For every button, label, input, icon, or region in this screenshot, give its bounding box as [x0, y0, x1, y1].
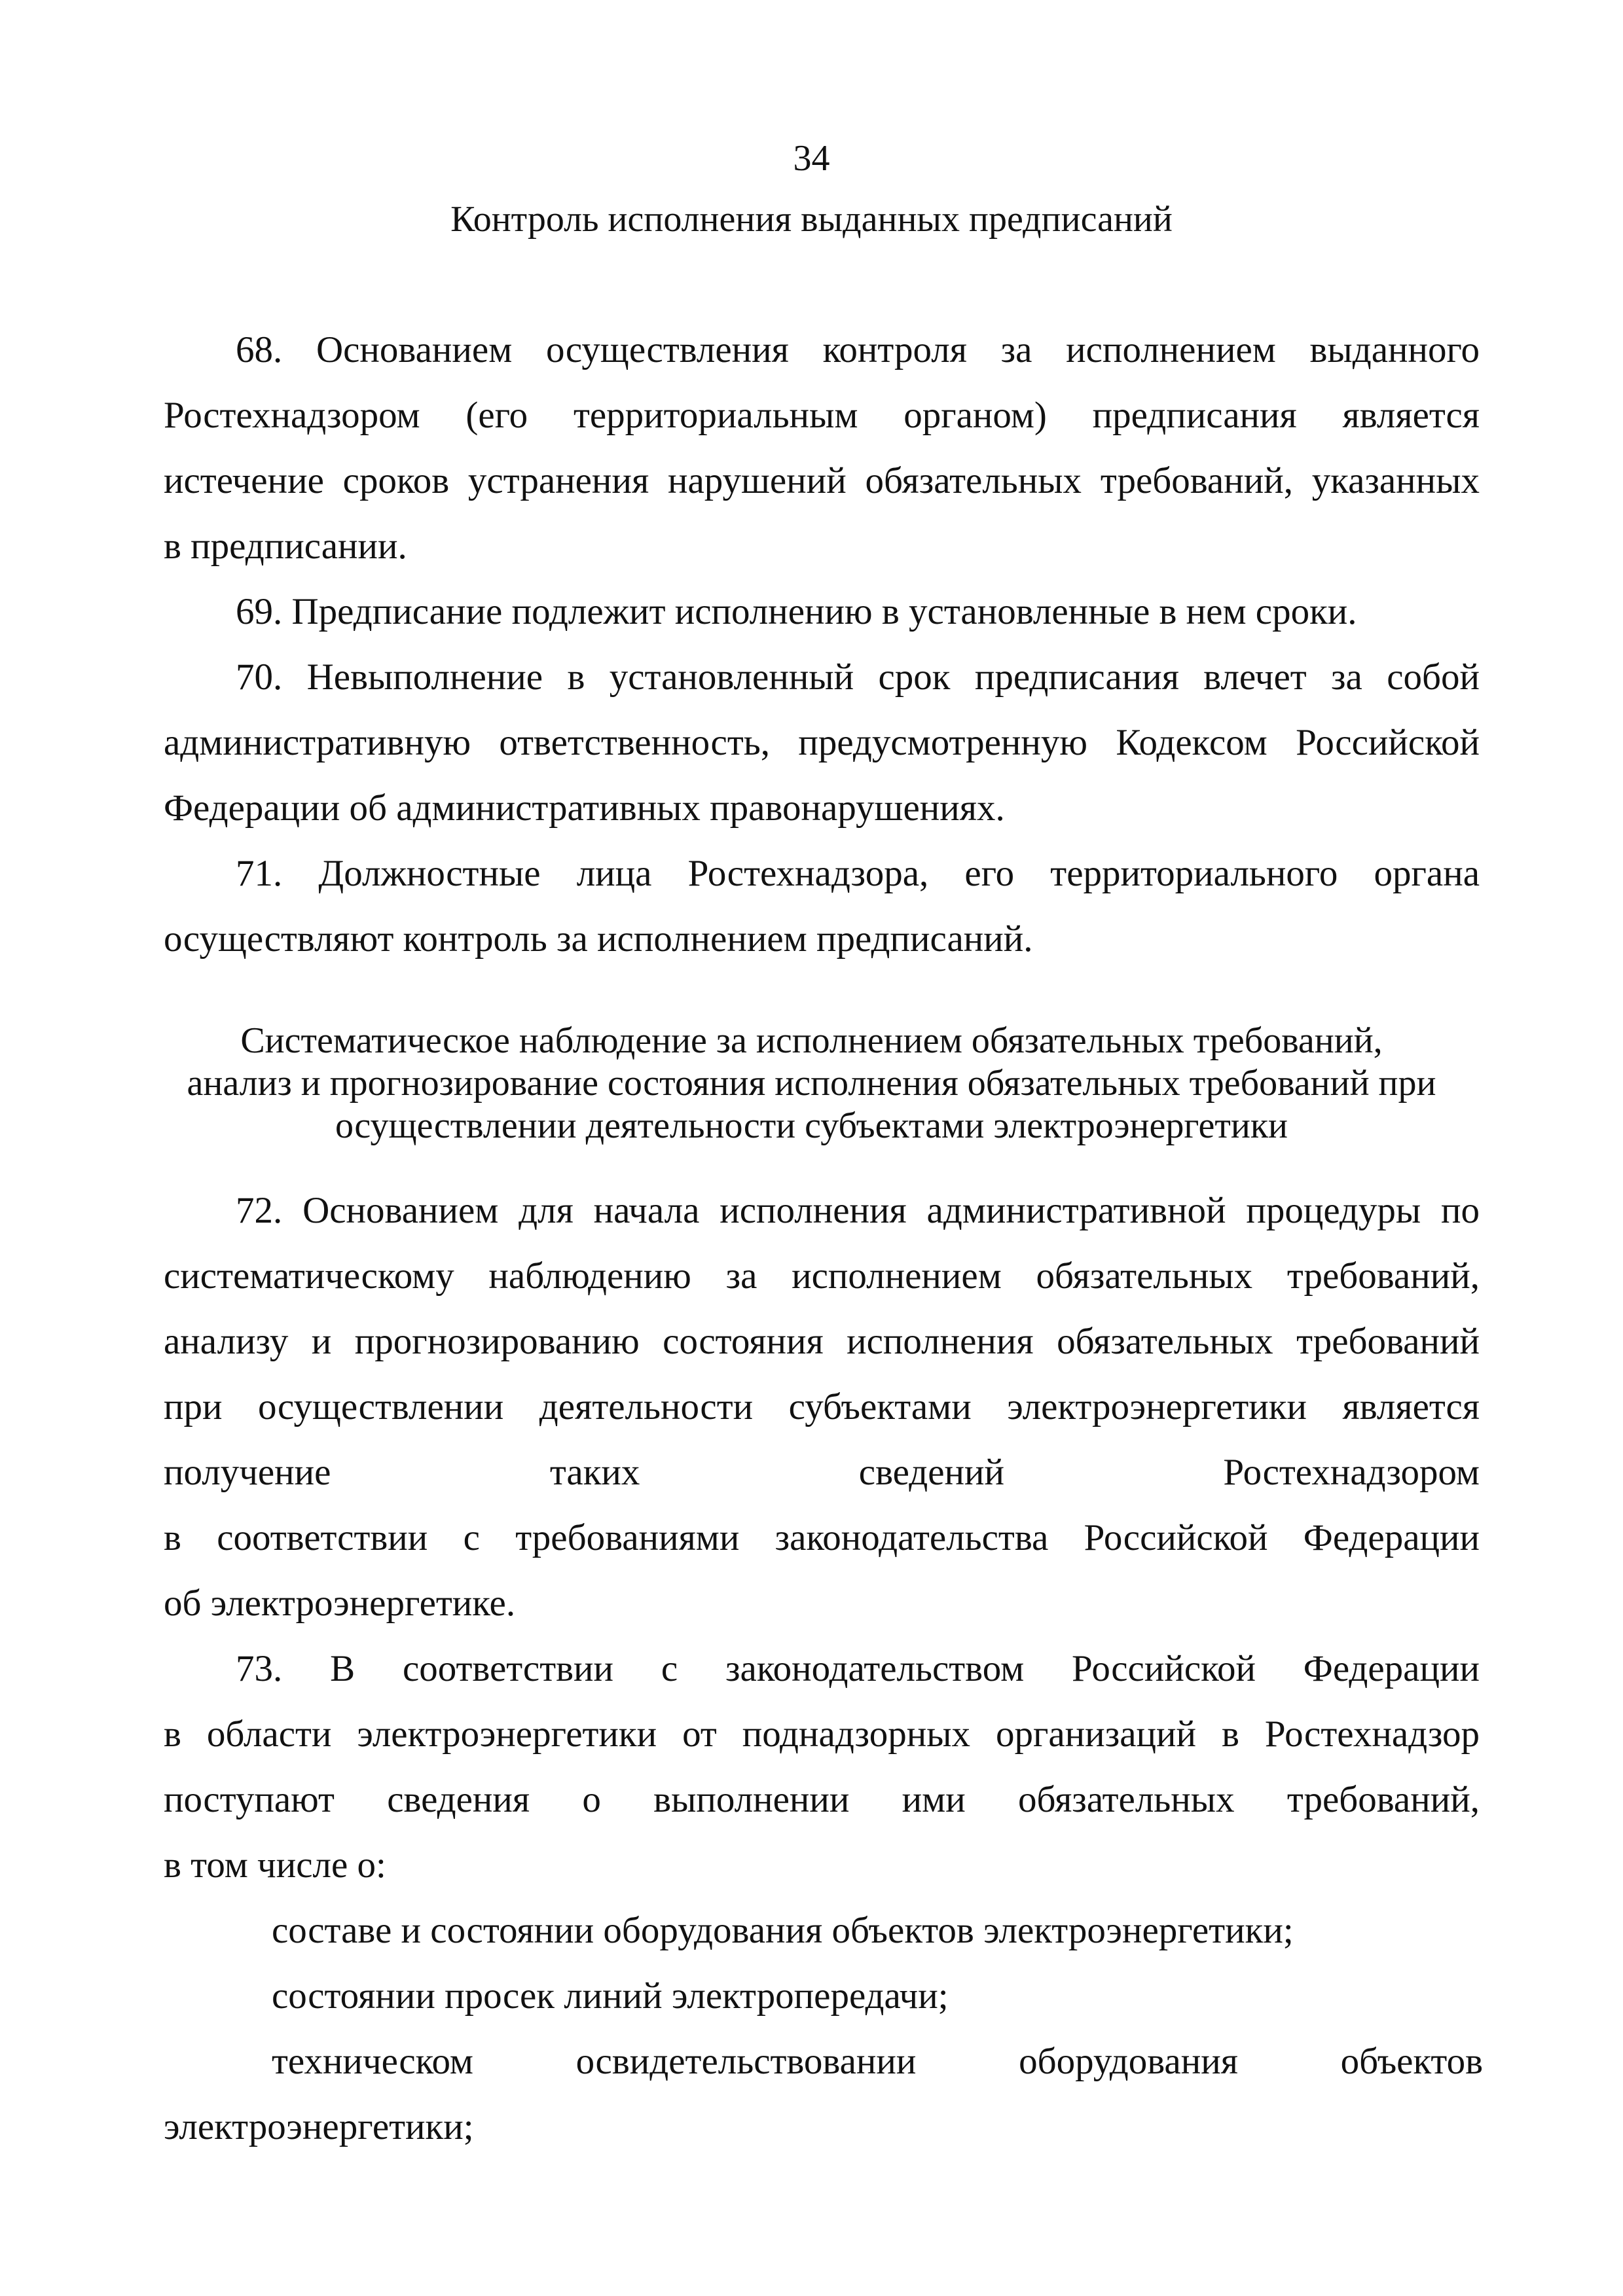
paragraph-73-line-3: поступают сведения о выполнении ими обязательных требований, [164, 1779, 1480, 1820]
paragraph-72-line-3: анализу и прогнозированию состояния исполнения обязательных требований [164, 1321, 1480, 1362]
paragraph-72-line-5: получение таких сведений Ростехнадзором [164, 1452, 1480, 1493]
paragraph-70-line-3: Федерации об административных правонарушениях. [164, 787, 1005, 829]
list-item: состоянии просек линий электропередачи; [272, 1975, 949, 2017]
section-heading-control: Контроль исполнения выданных предписаний [450, 199, 1173, 240]
paragraph-68-line-3: истечение сроков устранения нарушений обязательных требований, указанных [164, 460, 1480, 501]
list-item: техническом освидетельствовании оборудования объектов [272, 2041, 1483, 2082]
section-heading-observation-2: анализ и прогнозирование состояния исполнения обязательных требований при [187, 1063, 1436, 1103]
paragraph-68-line-1: 68. Основанием осуществления контроля за исполнением выданного [236, 329, 1480, 370]
page-number: 34 [793, 138, 830, 179]
paragraph-73-line-2: в области электроэнергетики от поднадзорных организаций в Ростехнадзор [164, 1713, 1480, 1755]
list-item-continuation: электроэнергетики; [164, 2106, 474, 2147]
paragraph-72-line-7: об электроэнергетике. [164, 1583, 516, 1624]
paragraph-73-line-1: 73. В соответствии с законодательством Российской Федерации [236, 1648, 1480, 1689]
paragraph-71-line-1: 71. Должностные лица Ростехнадзора, его территориального органа [236, 853, 1480, 894]
paragraph-73-line-4: в том числе о: [164, 1844, 386, 1886]
paragraph-72-line-1: 72. Основанием для начала исполнения административной процедуры по [236, 1190, 1480, 1231]
paragraph-72-line-4: при осуществлении деятельности субъектами электроэнергетики является [164, 1386, 1480, 1427]
paragraph-70-line-2: административную ответственность, предусмотренную Кодексом Российской [164, 722, 1480, 763]
section-heading-observation-1: Систематическое наблюдение за исполнением обязательных требований, [240, 1020, 1383, 1061]
section-heading-observation-3: осуществлении деятельности субъектами электроэнергетики [335, 1105, 1288, 1146]
paragraph-68-line-2: Ростехнадзором (его территориальным органом) предписания является [164, 395, 1480, 436]
paragraph-72-line-6: в соответствии с требованиями законодательства Российской Федерации [164, 1517, 1480, 1558]
paragraph-71-line-2: осуществляют контроль за исполнением предписаний. [164, 918, 1033, 960]
paragraph-70-line-1: 70. Невыполнение в установленный срок предписания влечет за собой [236, 656, 1480, 698]
paragraph-68-line-4: в предписании. [164, 526, 407, 567]
paragraph-69: 69. Предписание подлежит исполнению в установленные в нем сроки. [236, 591, 1357, 632]
paragraph-72-line-2: систематическому наблюдению за исполнением обязательных требований, [164, 1255, 1480, 1297]
list-item: составе и состоянии оборудования объектов электроэнергетики; [272, 1910, 1294, 1951]
